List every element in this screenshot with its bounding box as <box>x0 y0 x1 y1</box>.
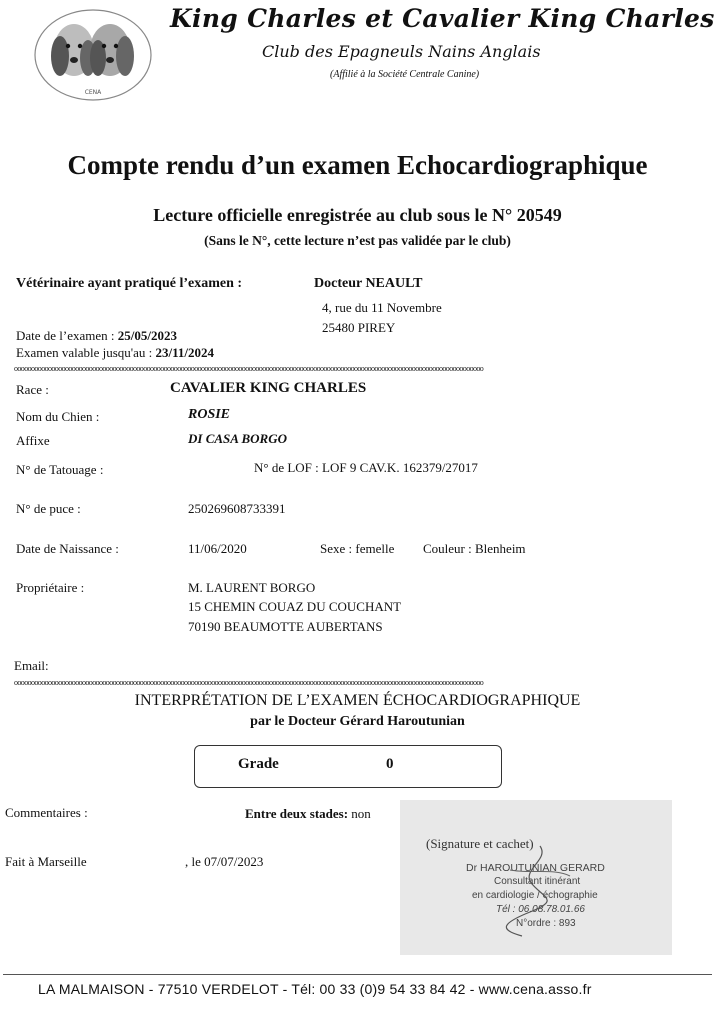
stamp-line3: en cardiologie / échographie <box>472 890 598 901</box>
interpretation-doctor: par le Docteur Gérard Haroutunian <box>250 714 465 729</box>
affixe-label: Affixe <box>16 433 50 448</box>
stamp-line1: Dr HAROUTUNIAN GERARD <box>466 862 605 874</box>
exam-date-value: 25/05/2023 <box>117 328 178 343</box>
grade-label: Grade <box>238 756 279 772</box>
club-affiliation: (Affilié à la Société Centrale Canine) <box>330 69 480 80</box>
signature-label: (Signature et cachet) <box>426 836 534 851</box>
exam-date-label: Date de l’examen : <box>16 328 118 343</box>
tattoo-label: N° de Tatouage : <box>16 462 104 477</box>
footer-address: LA MALMAISON - 77510 VERDELOT - Tél: 00 33 (0)9 54 33 84 42 - www.cena.asso.fr <box>38 981 592 997</box>
owner-label: Propriétaire : <box>16 580 85 595</box>
between-stages-label: Entre deux stades: <box>245 806 349 821</box>
between-stages-value: non <box>348 806 371 821</box>
birth-value: 11/06/2020 <box>188 541 247 556</box>
signature-scribble <box>460 840 590 940</box>
club-logo <box>30 6 156 104</box>
dog-name-value: ROSIE <box>188 407 231 422</box>
made-at: Fait à Marseille <box>5 854 87 869</box>
color-value: Couleur : Blenheim <box>423 541 526 556</box>
exam-valid-value: 23/11/2024 <box>155 345 215 360</box>
birth-label: Date de Naissance : <box>16 541 119 556</box>
document-title: Compte rendu d’un examen Echocardiographique <box>67 150 648 180</box>
sex-value: Sexe : femelle <box>320 541 395 556</box>
separator-2: oooooooooooooooooooooooooooooooooooooooooooooooooooooooooooooooooooooooooooooooooooooooooooooooooooooooooooooooooooooooooooooooooooooooooo <box>14 678 484 687</box>
stamp-line2: Consultant itinérant <box>494 876 581 887</box>
grade-value: 0 <box>386 756 394 772</box>
between-stages <box>245 806 371 822</box>
club-title: King Charles et Cavalier King Charles <box>170 4 715 33</box>
reading-line: Lecture officielle enregistrée au club sous le N° 20549 <box>153 205 562 225</box>
chip-value: 250269608733391 <box>188 501 286 516</box>
stamp-line5: N°ordre : 893 <box>516 918 576 929</box>
interpretation-title: INTERPRÉTATION DE L’EXAMEN ÉCHOCARDIOGRAPHIQUE <box>134 692 581 709</box>
lof-number: N° de LOF : LOF 9 CAV.K. 162379/27017 <box>254 460 478 475</box>
owner-line1: M. LAURENT BORGO <box>188 580 316 595</box>
stamp-area <box>400 800 672 955</box>
affixe-value: DI CASA BORGO <box>188 431 287 446</box>
race-value: CAVALIER KING CHARLES <box>170 380 367 396</box>
race-label: Race : <box>16 382 49 397</box>
svg-text:CENA: CENA <box>84 89 102 96</box>
vet-address-line2: 25480 PIREY <box>322 320 396 335</box>
separator-1: oooooooooooooooooooooooooooooooooooooooooooooooooooooooooooooooooooooooooooooooooooooooooooooooooooooooooooooooooooooooooooooooooooooooooo <box>14 364 484 373</box>
exam-valid-label: Examen valable jusqu'au : <box>16 345 156 360</box>
stamp-line4: Tél : 06.08.78.01.66 <box>496 904 585 915</box>
vet-name: Docteur NEAULT <box>314 276 423 291</box>
dog-name-label: Nom du Chien : <box>16 409 100 424</box>
chip-label: N° de puce : <box>16 501 81 516</box>
reading-note: (Sans le N°, cette lecture n’est pas validée par le club) <box>204 233 511 248</box>
owner-line2: 15 CHEMIN COUAZ DU COUCHANT <box>188 599 402 614</box>
vet-label: Vétérinaire ayant pratiqué l’examen : <box>16 276 243 291</box>
exam-date <box>16 328 177 344</box>
footer-divider <box>3 974 712 975</box>
vet-address-line1: 4, rue du 11 Novembre <box>322 300 442 315</box>
club-subtitle: Club des Epagneuls Nains Anglais <box>262 42 541 61</box>
email-label: Email: <box>14 658 49 673</box>
owner-line3: 70190 BEAUMOTTE AUBERTANS <box>188 619 383 634</box>
made-date: , le 07/07/2023 <box>185 854 264 869</box>
comments-label: Commentaires : <box>5 805 88 820</box>
exam-valid <box>16 345 214 361</box>
